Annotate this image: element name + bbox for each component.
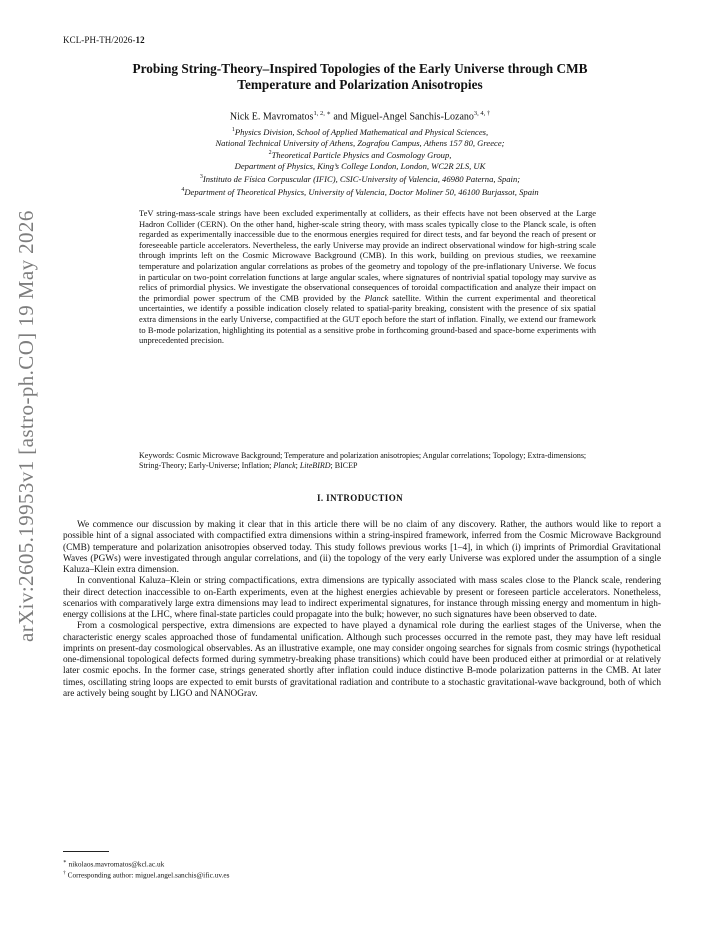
title-line-1: Probing String-Theory–Inspired Topologies of the Early Universe through CMB [132,61,588,76]
affiliation-line: Physics Division, School of Applied Mathematical and Physical Sciences, [234,126,489,137]
abstract [139,208,596,346]
report-number-value: 12 [135,35,145,45]
affiliation-line: Instituto de Física Corpuscular (IFIC), CSIC-University of Valencia, 46980 Paterna, Spain; [202,173,521,184]
author-name: Nick E. Mavromatos [229,111,314,123]
keyword-litebird: LiteBIRD [299,461,331,470]
keywords-text: Cosmic Microwave Background; Temperature and polarization anisotropies; Angular correlations; Topology; Extra-dimensions; String-Theory; Early-Universe; Inflation; [139,451,587,470]
author-conjunction: and [330,111,351,123]
affiliation-4 [60,185,660,198]
affiliation-3 [60,172,660,185]
author-affiliation-marks: 3, 4, † [473,110,491,117]
keywords-separator: ; [295,461,300,470]
footnote-divider [63,851,109,852]
author-name: Miguel-Angel Sanchis-Lozano [350,111,474,123]
arxiv-sidebar [14,210,54,682]
keywords-label: Keywords: [139,451,175,460]
affiliation-1 [60,125,660,138]
footnote-email: nikolaos.mavromatos@kcl.ac.uk [66,859,165,869]
keyword-planck: Planck [273,461,296,470]
keywords [139,451,596,471]
paragraph: In conventional Kaluza–Klein or string compactifications, extra dimensions are typically associated with mass scales close to the Planck scale, rendering their direct detection inaccessible to on-Earth experiments, even at the highest energies achievable by present or foreseen particle accelerators. Nonetheless, scenarios with comparatively large extra dimensions may lead to indirect experimental signatures, for instance through missing energy and momentum in high-energy collisions at the LHC, where final-state particles could propagate into the bulk; however, no such signatures have been observed to date. [63,576,661,620]
paper-title [60,61,660,93]
paragraph: We commence our discussion by making it clear that in this article there will be no claim of any discovery. Rather, the authors would like to report a possible hint of a signal associated with compactified extra dimensions within a string-inspired framework, inferred from the Cosmic Microwave Background (CMB) temperature and polarization anisotropies observed today. This study follows previous works [1–4], in which (i) imprints of Primordial Gravitational Waves (PGWs) were investigated through angular correlations, and (ii) the topology of the very early Universe was explored under the assumption of a single Kaluza–Klein extra dimension. [63,520,661,575]
footnote [63,859,164,868]
paragraph: From a cosmological perspective, extra dimensions are expected to have played a dynamical role during the earliest stages of the Universe, when the characteristic energy scales approached those of fundamental unification. Although such processes occurred in the remote past, they may have left residual imprints on present-day cosmological observables. As an illustrative example, one may consider ongoing searches for signals from cosmic strings (hypothetical one-dimensional topological defects formed during symmetry-breaking phase transitions) which could have been produced either at primordial or at relatively later cosmic epochs. In the former case, strings generated shortly after inflation could induce distinctive B-mode polarization patterns in the CMB. At later times, oscillating string loops are expected to emit bursts of gravitational radiation and contribute to a stochastic gravitational-wave background, both of which are actively being sought by LIGO and NANOGrav. [63,621,661,699]
arxiv-identifier: arXiv:2605.19953v1 [astro-ph.CO] 19 May 2026 [14,210,38,642]
affiliations [60,125,660,197]
author-affiliation-marks: 1, 2, ∗ [313,110,331,117]
section-heading: I. INTRODUCTION [316,493,403,503]
affiliation-2 [60,148,660,161]
report-number [63,35,145,45]
abstract-planck-italic: Planck [364,292,389,303]
footnote-mark: ∗ [63,859,67,865]
affiliation-mark: 3 [199,173,203,180]
affiliation-line: Department of Theoretical Physics, University of Valencia, Doctor Moliner 50, 46100 Burjassot, Spain [184,186,539,197]
abstract-text: TeV string-mass-scale strings have been excluded experimentally at colliders, as their effects have not been observed at the Large Hadron Collider (CERN). On the other hand, higher-scale string theory, with mass scales typically close to the Planck scale, is often regarded as experimentally inaccessible due to the enormous energies required for direct tests, and far beyond the reach of present or foreseeable particle accelerators. Nevertheless, the early Universe may provide an indirect observational window for high-string scale through imprints left on the Cosmic Microwave Background (CMB). In this work, building on previous studies, we reexamine temperature and polarization angular correlations as probes of the geometry and topology of the pre-inflationary Universe. We focus in particular on two-point correlation functions at large angular scales, where signatures of nontrivial spatial topology may survive as relics of primordial physics. We investigate the observational consequences of toroidal compactification and analyze their impact on the primordial power spectrum of the CMB provided by the [139,208,596,303]
footnote-mark: † [63,870,66,876]
title-line-2: Temperature and Polarization Anisotropies [237,77,483,92]
footnote [63,870,229,879]
affiliation-mark: 4 [181,186,185,193]
affiliation-line: National Technical University of Athens, Zografou Campus, Athens 157 80, Greece; [215,137,505,148]
abstract-text: satellite. Within the current experimental and theoretical uncertainties, we identify a possible indication closely related to spatial-parity breaking, consistent with the presence of six spatial extra dimensions in the early Universe, compactified at the GUT epoch before the start of inflation. Finally, we extend our framework to B-mode polarization, highlighting its potential as a sensitive probe in forthcoming ground-based and space-borne experiments with unprecedented precision. [139,292,596,346]
affiliation-line: Department of Physics, King’s College London, London, WC2R 2LS, UK [234,161,486,172]
affiliation-line: Theoretical Particle Physics and Cosmology Group, [271,150,452,161]
author-list [60,109,660,122]
affiliation-mark: 1 [231,127,235,133]
affiliation-mark: 2 [268,150,272,157]
footnote-email: Corresponding author: miguel.angel.sanchis@ific.uv.es [65,870,230,880]
body-text [63,520,661,700]
keywords-end: ; BICEP [330,461,358,470]
report-number-prefix: KCL-PH-TH/2026- [63,35,136,45]
